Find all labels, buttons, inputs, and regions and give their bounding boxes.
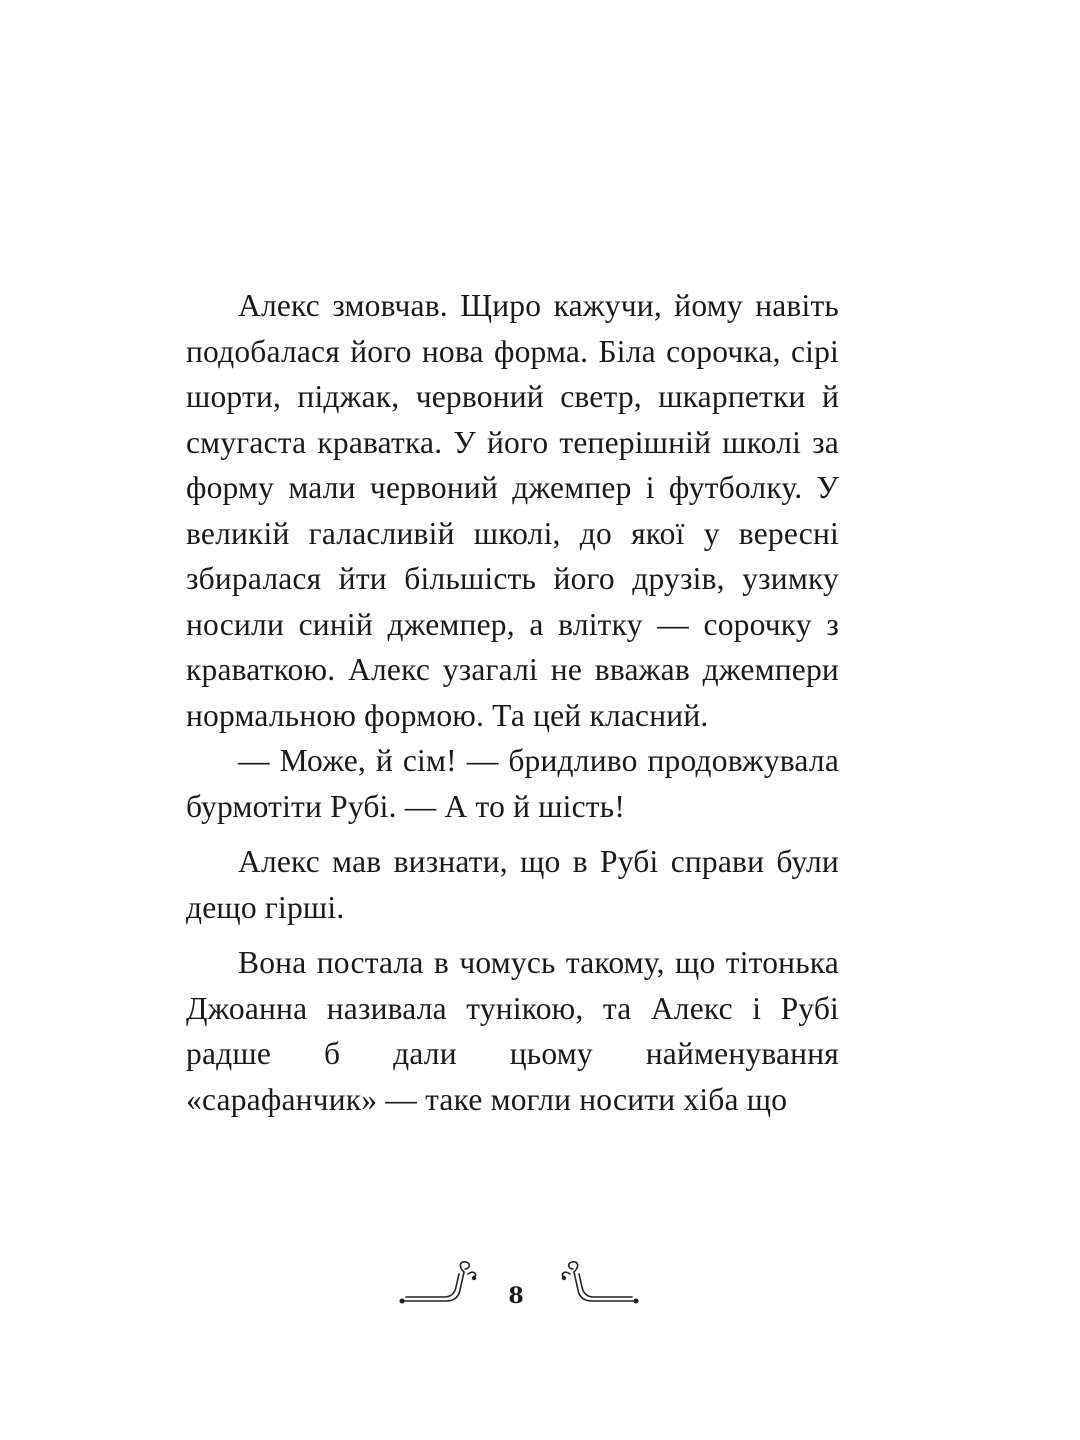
left-ornament-icon	[398, 1260, 488, 1320]
paragraph-2: — Може, й сім! — бридливо продовжувала бурмотіти Рубі. — А то й шість!	[186, 743, 839, 824]
paragraph-3: Алекс мав визнати, що в Рубі справи були дещо гірші.	[186, 844, 839, 925]
paragraph-1: Алекс змовчав. Щиро кажучи, йому навіть подобалася його нова форма. Біла сорочка, сірі шорти, піджак, червоний светр, шкарпетки й смугаста краватка. У його теперішній школі за форму мали червоний джемпер і футболку. У великій галасливій школі, до якої у вересні збиралася йти більшість його друзів, узимку носили синій джемпер, а влітку — сорочку з краваткою. Алекс узагалі не вважав джемпери нормальною формою. Та цей класний.	[186, 288, 839, 733]
paragraph-4: Вона постала в чомусь такому, що тітонька Джоанна називала тунікою, та Алекс і Рубі радше б дали цьому найменування «сарафанчик» — таке могли носити хіба що	[186, 945, 839, 1117]
page-body	[186, 283, 839, 1122]
right-ornament-icon	[550, 1260, 640, 1320]
page-number: 8	[508, 1283, 524, 1309]
